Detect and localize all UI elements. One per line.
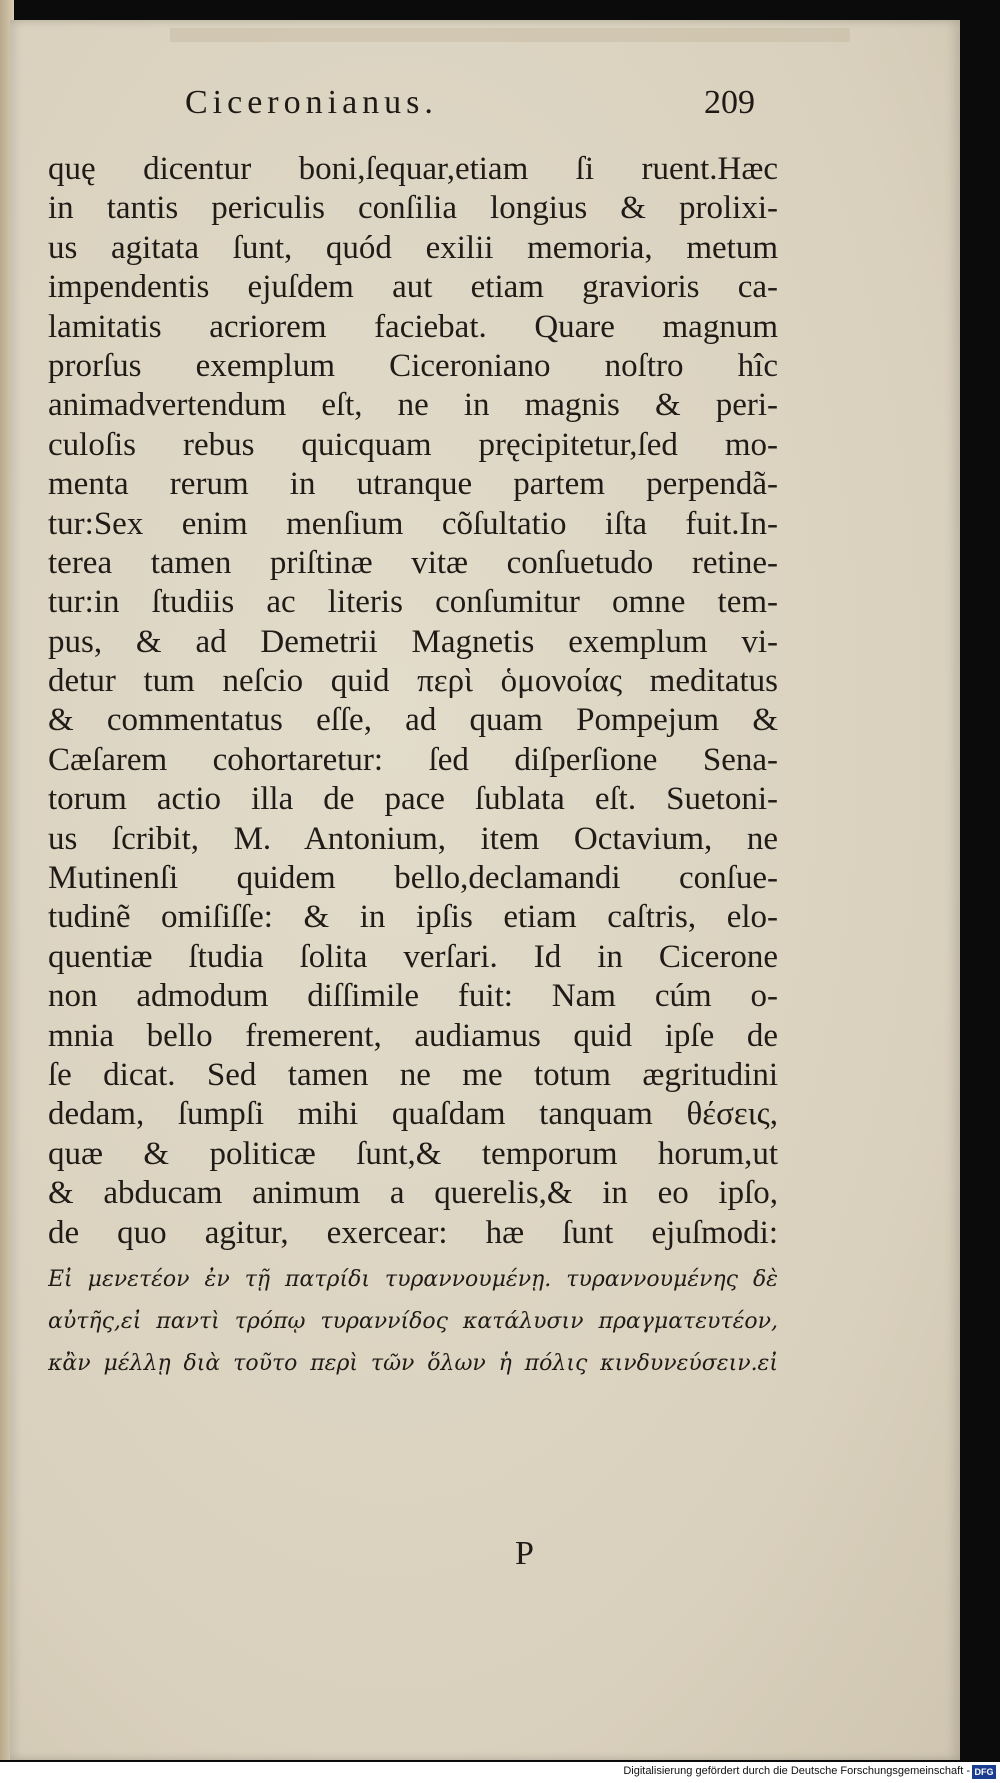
text-line: us agitata ſunt, quód exilii memoria, metum <box>48 229 778 266</box>
digitization-footer <box>0 1762 1000 1783</box>
text-line: & abducam animum a querelis,& in eo ipſo, <box>48 1175 778 1212</box>
text-line: pus, & ad Demetrii Magnetis exemplum vi- <box>48 623 778 660</box>
text-line: tur:Sex enim menſium cõſultatio iſta fuit.In- <box>48 505 778 542</box>
greek-text-line: αὐτῆς,εἰ παντὶ τρόπῳ τυραννίδος κατάλυσιν πραγματευτέον, <box>48 1308 778 1334</box>
text-line: ſe dicat. Sed tamen ne me totum ægritudini <box>48 1056 778 1093</box>
text-line: tudinẽ omiſiſſe: & in ipſis etiam caſtris, elo- <box>48 899 778 936</box>
text-line: prorſus exemplum Ciceroniano noſtro hîc <box>48 347 778 384</box>
dfg-logo: DFG <box>972 1765 996 1779</box>
text-line: quę dicentur boni,ſequar,etiam ſi ruent.Hæc <box>48 151 778 187</box>
text-line: culoſis rebus quicquam pręcipitetur,ſed mo- <box>48 426 778 463</box>
text-line: quentiæ ſtudia ſolita verſari. Id in Cicerone <box>48 938 778 975</box>
text-line: us ſcribit, M. Antonium, item Octavium, ne <box>48 820 778 857</box>
text-line: lamitatis acriorem faciebat. Quare magnum <box>48 308 778 345</box>
book-page <box>10 20 960 1760</box>
text-line: menta rerum in utranque partem perpendã- <box>48 466 778 503</box>
text-line: quæ & politicæ ſunt,& temporum horum,ut <box>48 1135 778 1172</box>
text-line: de quo agitur, exercear: hæ ſunt ejuſmodi: <box>48 1214 778 1251</box>
text-line: impendentis ejuſdem aut etiam gravioris ca- <box>48 269 778 306</box>
text-line: in tantis periculis conſilia longius & prolixi- <box>48 190 778 227</box>
text-line: dedam, ſumpſi mihi quaſdam tanquam θέσεις, <box>48 1096 778 1133</box>
main-text-block <box>48 150 778 1385</box>
text-line: Mutinenſi quidem bello,declamandi conſue- <box>48 860 778 897</box>
text-line: non admodum diſſimile fuit: Nam cúm o- <box>48 978 778 1015</box>
funding-credit: Digitalisierung gefördert durch die Deutsche Forschungsgemeinschaft - <box>623 1765 970 1777</box>
text-line: terea tamen priſtinæ vitæ conſuetudo retine- <box>48 544 778 581</box>
text-line: detur tum neſcio quid περὶ ὁμονοίας meditatus <box>48 663 778 700</box>
running-head: Ciceronianus. <box>185 84 438 121</box>
greek-text-line: κἂν μέλλῃ διὰ τοῦτο περὶ τῶν ὅλων ἡ πόλις κινδυνεύσειν.εἰ <box>48 1350 778 1376</box>
text-line: Cæſarem cohortaretur: ſed diſperſione Sena- <box>48 741 778 778</box>
text-line: mnia bello fremerent, audiamus quid ipſe de <box>48 1017 778 1054</box>
text-line: tur:in ſtudiis ac literis conſumitur omne tem- <box>48 584 778 621</box>
greek-text-line: Εἰ μενετέον ἐν τῇ πατρίδι τυραννουμένῃ. τυραννουμένης δὲ <box>48 1266 778 1292</box>
page-number: 209 <box>704 84 755 121</box>
page-top-edge <box>170 28 850 42</box>
text-line: torum actio illa de pace ſublata eſt. Suetoni- <box>48 781 778 818</box>
text-line: animadvertendum eſt, ne in magnis & peri- <box>48 387 778 424</box>
text-line: & commentatus eſſe, ad quam Pompejum & <box>48 702 778 739</box>
signature-mark: P <box>515 1535 534 1572</box>
